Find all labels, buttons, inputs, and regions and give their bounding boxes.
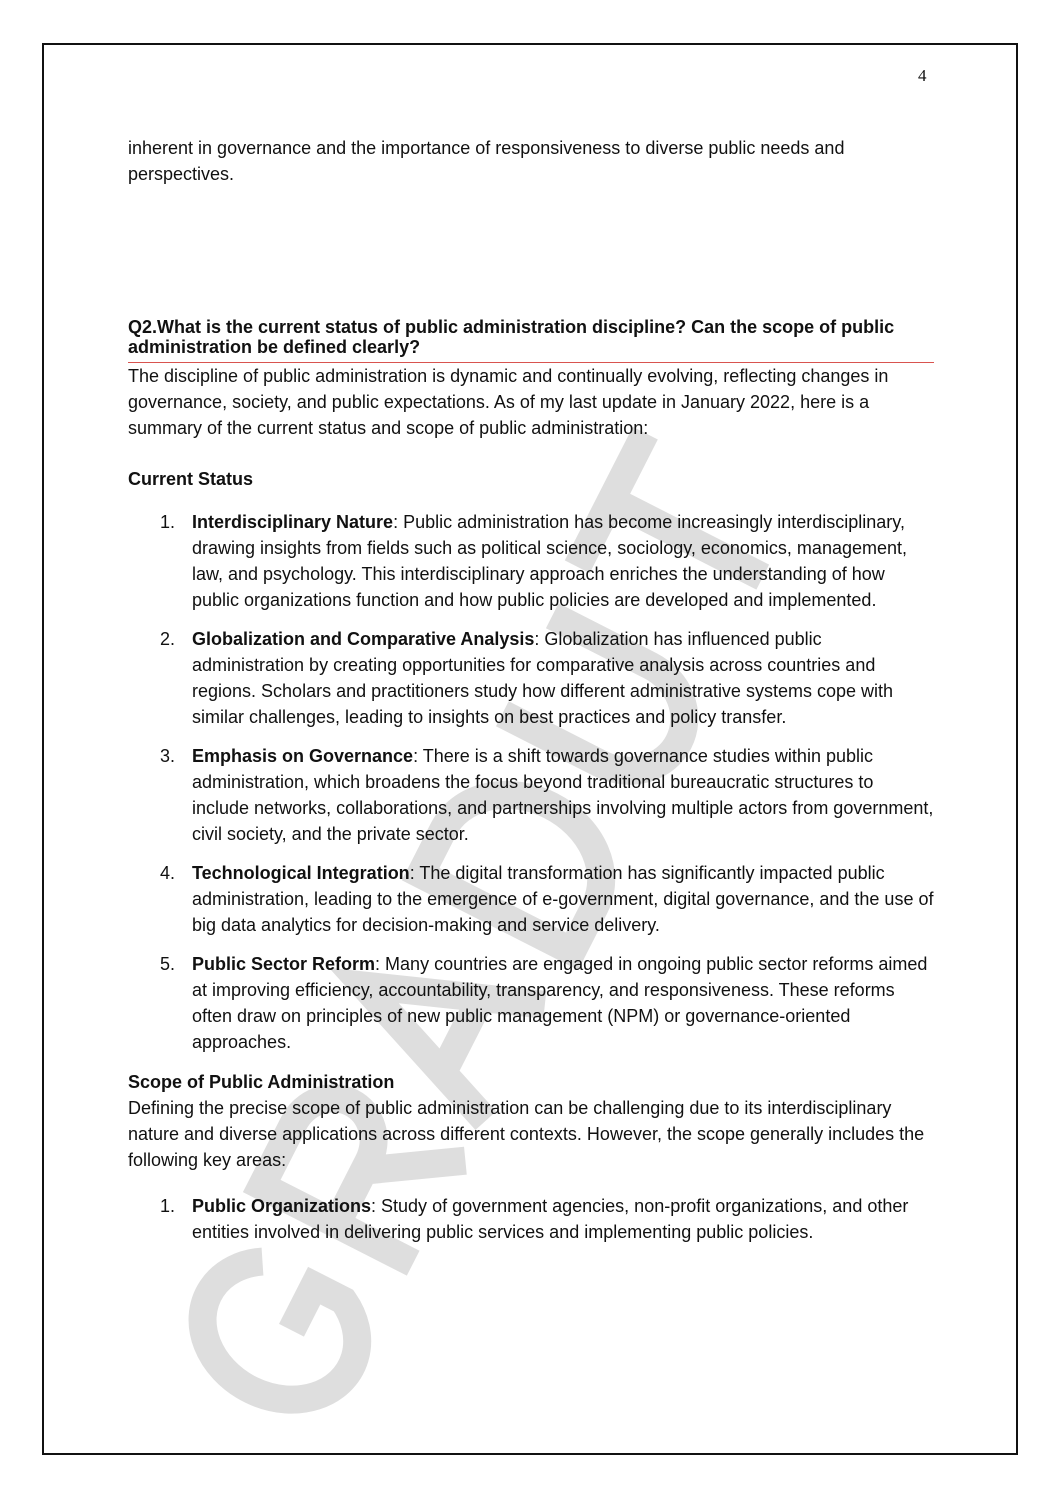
list-item <box>128 951 934 1055</box>
item-title: Interdisciplinary Nature <box>192 512 394 532</box>
item-title: Technological Integration <box>192 863 410 883</box>
list-number: 5. <box>160 954 176 974</box>
intro-continuation: inherent in governance and the importance of responsiveness to diverse public needs and perspectives. <box>128 138 845 184</box>
scope-paragraph: Defining the precise scope of public administration can be challenging due to its interdisciplinary nature and diverse applications across different contexts. However, the scope generally includes the following key areas: <box>128 1098 925 1170</box>
scope-list <box>128 1193 934 1245</box>
item-text: : Public administration has become increasingly interdisciplinary, drawing insights from fields such as political science, sociology, economics, management, law, and psychology. This interdisciplinary approach enriches the understanding of how public organizations function and how public policies are developed and implemented. <box>192 512 907 610</box>
list-item <box>128 509 934 613</box>
list-number: 1. <box>160 1196 176 1216</box>
current-status-list <box>128 509 934 1055</box>
list-number: 3. <box>160 746 176 766</box>
item-text: : There is a shift towards governance studies within public administration, which broadens the focus beyond traditional bureaucratic structures to include networks, collaborations, and partnerships involving multiple actors from government, civil society, and the private sector. <box>192 746 934 844</box>
intro-paragraph: The discipline of public administration is dynamic and continually evolving, reflecting changes in governance, society, and public expectations. As of my last update in January 2022, here is a summary of the current status and scope of public administration: <box>128 366 889 438</box>
list-item <box>128 1193 934 1245</box>
list-item <box>128 626 934 730</box>
question-heading: Q2.What is the current status of public administration discipline? Can the scope of public administration be defined clearly? <box>128 317 934 363</box>
item-title: Public Sector Reform <box>192 954 376 974</box>
list-number: 2. <box>160 629 176 649</box>
item-text: : Study of government agencies, non-profit organizations, and other entities involved in delivering public services and implementing public policies. <box>192 1196 909 1242</box>
list-item <box>128 743 934 847</box>
item-text: : Many countries are engaged in ongoing public sector reforms aimed at improving efficiency, accountability, transparency, and responsiveness. These reforms often draw on principles of new public management (NPM) or governance-oriented approaches. <box>192 954 928 1052</box>
list-number: 4. <box>160 863 176 883</box>
scope-heading: Scope of Public Administration <box>128 1072 395 1092</box>
item-text: : Globalization has influenced public administration by creating opportunities for comparative analysis across countries and regions. Scholars and practitioners study how different administrative systems cope with similar challenges, leading to insights on best practices and policy transfer. <box>192 629 893 727</box>
current-status-heading: Current Status <box>128 469 254 489</box>
page-number: 4 <box>918 66 927 85</box>
item-title: Globalization and Comparative Analysis <box>192 629 535 649</box>
item-text: : The digital transformation has significantly impacted public administration, leading to the emergence of e-government, digital governance, and the use of big data analytics for decision-making and service delivery. <box>192 863 934 935</box>
item-title: Emphasis on Governance <box>192 746 414 766</box>
list-item <box>128 860 934 938</box>
page-content <box>128 135 934 1258</box>
list-number: 1. <box>160 512 176 532</box>
item-title: Public Organizations <box>192 1196 372 1216</box>
